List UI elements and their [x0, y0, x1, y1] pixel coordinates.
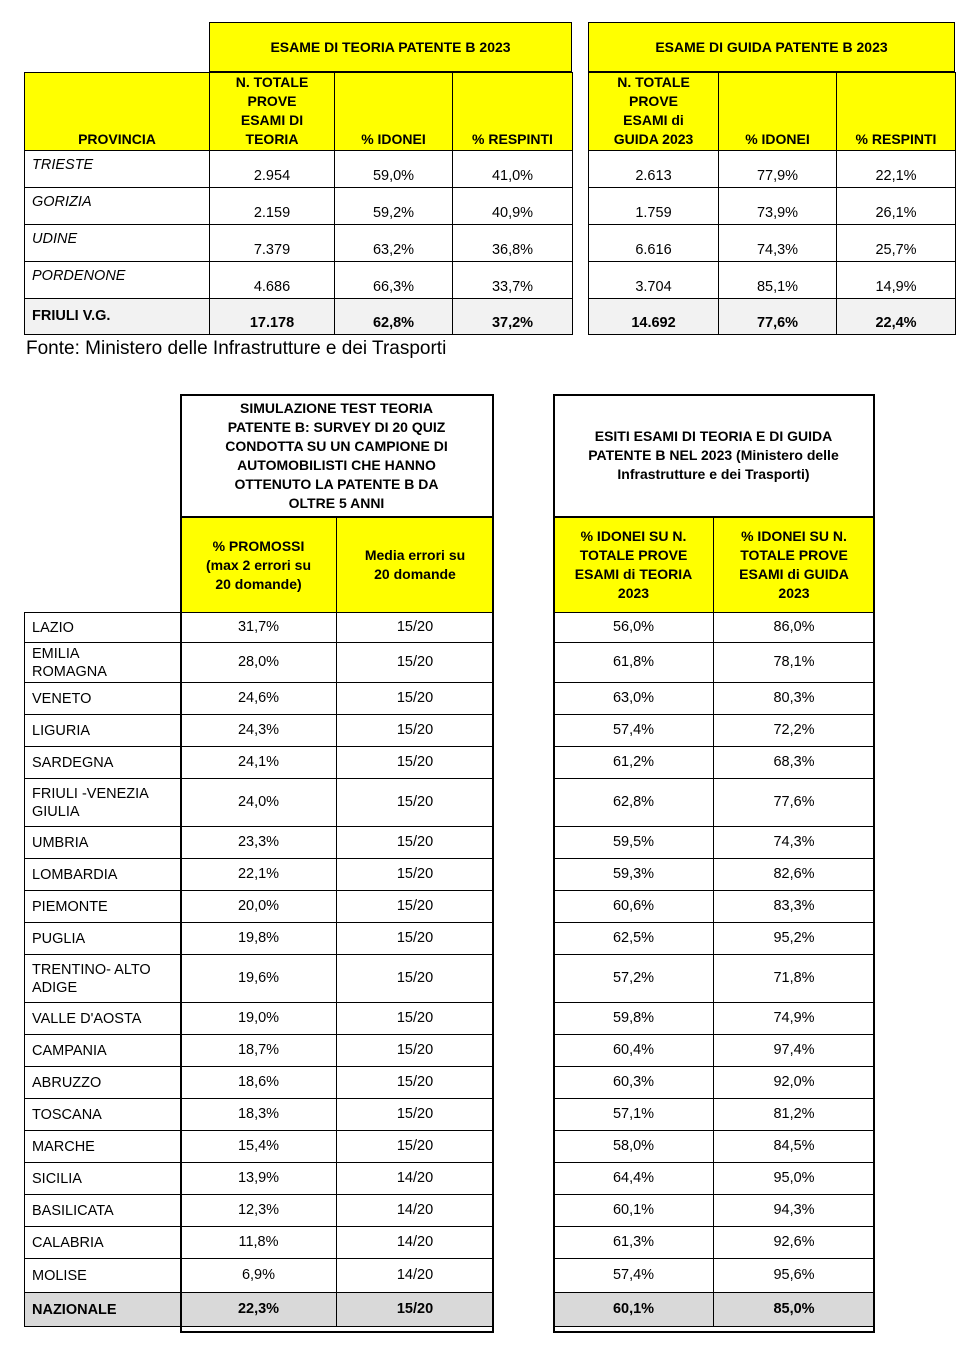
- errori-value: 15/20: [337, 1003, 494, 1035]
- errori-value: 15/20: [337, 1035, 494, 1067]
- region-name: CAMPANIA: [25, 1035, 181, 1067]
- table-row: [25, 779, 494, 827]
- guida-idonei-value: 95,0%: [714, 1163, 875, 1195]
- teoria-idonei-value: 57,4%: [554, 715, 714, 747]
- table-row: [554, 715, 875, 747]
- teoria-idonei-value: 59,5%: [554, 827, 714, 859]
- source-note: Fonte: Ministero delle Infrastrutture e dei Trasporti: [26, 338, 447, 359]
- guida-idonei-value: 92,0%: [714, 1067, 875, 1099]
- header-theory-respinti: % RESPINTI: [453, 73, 573, 151]
- province-name: TRIESTE: [25, 151, 210, 188]
- teoria-idonei-value: 60,4%: [554, 1035, 714, 1067]
- table-row: [25, 1003, 494, 1035]
- promossi-value: 22,1%: [181, 859, 337, 891]
- total-row: [589, 299, 956, 335]
- national-row: [554, 1293, 875, 1327]
- table-row: [25, 1035, 494, 1067]
- region-name: MOLISE: [25, 1259, 181, 1293]
- errori-value: 14/20: [337, 1163, 494, 1195]
- errori-value: 15/20: [337, 955, 494, 1003]
- table-row: [554, 1099, 875, 1131]
- table-row: [554, 1131, 875, 1163]
- theory-idonei: 59,2%: [335, 188, 453, 225]
- table-row: [25, 891, 494, 923]
- driving-idonei: 73,9%: [719, 188, 837, 225]
- errori-value: 15/20: [337, 923, 494, 955]
- teoria-idonei-value: 64,4%: [554, 1163, 714, 1195]
- errori-value: 15/20: [337, 859, 494, 891]
- theory-respinti: 37,2%: [453, 299, 573, 335]
- promossi-value: 28,0%: [181, 643, 337, 683]
- region-name: PUGLIA: [25, 923, 181, 955]
- errori-value: 15/20: [337, 891, 494, 923]
- theory-respinti: 33,7%: [453, 262, 573, 299]
- promossi-value: 24,6%: [181, 683, 337, 715]
- table-row: [25, 859, 494, 891]
- national-row: [25, 1293, 494, 1327]
- teoria-idonei-value: 56,0%: [554, 613, 714, 643]
- errori-value: 15/20: [337, 827, 494, 859]
- region-name: PIEMONTE: [25, 891, 181, 923]
- table-row: [25, 225, 573, 262]
- guida-idonei-value: 74,9%: [714, 1003, 875, 1035]
- table-row: [554, 859, 875, 891]
- theory-total: 2.159: [210, 188, 335, 225]
- promossi-value: 24,1%: [181, 747, 337, 779]
- teoria-idonei-value: 61,3%: [554, 1227, 714, 1259]
- teoria-idonei-value: 59,3%: [554, 859, 714, 891]
- header-theory-idonei: % IDONEI: [335, 73, 453, 151]
- errori-value: 15/20: [337, 747, 494, 779]
- fvg-driving-table: [588, 72, 956, 335]
- table-row: [25, 955, 494, 1003]
- theory-idonei: 66,3%: [335, 262, 453, 299]
- promossi-value: 6,9%: [181, 1259, 337, 1293]
- region-name: UMBRIA: [25, 827, 181, 859]
- survey-table: [24, 517, 494, 1327]
- outcomes-title: ESITI ESAMI DI TEORIA E DI GUIDA PATENTE B NEL 2023 (Ministero delle Infrastrutture e dei Trasporti): [553, 394, 874, 517]
- total-row: [25, 299, 573, 335]
- errori-value: 15/20: [337, 683, 494, 715]
- promossi-value: 22,3%: [181, 1293, 337, 1327]
- header-errori: Media errori su 20 domande: [337, 518, 494, 613]
- driving-respinti: 22,4%: [837, 299, 956, 335]
- driving-respinti: 25,7%: [837, 225, 956, 262]
- table-row: [25, 1131, 494, 1163]
- driving-exam-title: ESAME DI GUIDA PATENTE B 2023: [588, 22, 955, 72]
- teoria-idonei-value: 62,5%: [554, 923, 714, 955]
- header-guida-idonei: % IDONEI SU N. TOTALE PROVE ESAMI di GUIDA 2023: [714, 518, 875, 613]
- promossi-value: 18,3%: [181, 1099, 337, 1131]
- promossi-value: 19,8%: [181, 923, 337, 955]
- guida-idonei-value: 72,2%: [714, 715, 875, 747]
- promossi-value: 11,8%: [181, 1227, 337, 1259]
- national-label: NAZIONALE: [25, 1293, 181, 1327]
- region-name: VENETO: [25, 683, 181, 715]
- region-name: EMILIA ROMAGNA: [25, 643, 181, 683]
- survey-title: SIMULAZIONE TEST TEORIA PATENTE B: SURVEY DI 20 QUIZ CONDOTTA SU UN CAMPIONE DI AUTOMOBILISTI CHE HANNO OTTENUTO LA PATENTE B DA OLTRE 5 ANNI: [180, 394, 493, 517]
- table-row: [589, 225, 956, 262]
- guida-idonei-value: 92,6%: [714, 1227, 875, 1259]
- teoria-idonei-value: 57,1%: [554, 1099, 714, 1131]
- promossi-value: 24,0%: [181, 779, 337, 827]
- errori-value: 15/20: [337, 613, 494, 643]
- teoria-idonei-value: 61,8%: [554, 643, 714, 683]
- table-row: [25, 1067, 494, 1099]
- province-name: PORDENONE: [25, 262, 210, 299]
- header-teoria-idonei: % IDONEI SU N. TOTALE PROVE ESAMI di TEORIA 2023: [554, 518, 714, 613]
- table-row: [554, 1035, 875, 1067]
- table-row: [554, 923, 875, 955]
- header-driving-idonei: % IDONEI: [719, 73, 837, 151]
- region-name: FRIULI -VENEZIA GIULIA: [25, 779, 181, 827]
- teoria-idonei-value: 61,2%: [554, 747, 714, 779]
- theory-total: 17.178: [210, 299, 335, 335]
- table-row: [554, 1195, 875, 1227]
- table-row: [554, 1003, 875, 1035]
- guida-idonei-value: 85,0%: [714, 1293, 875, 1327]
- region-name: CALABRIA: [25, 1227, 181, 1259]
- guida-idonei-value: 97,4%: [714, 1035, 875, 1067]
- errori-value: 15/20: [337, 1099, 494, 1131]
- table-row: [25, 1195, 494, 1227]
- header-provincia: PROVINCIA: [25, 73, 210, 151]
- driving-total: 6.616: [589, 225, 719, 262]
- table-row: [554, 891, 875, 923]
- errori-value: 15/20: [337, 715, 494, 747]
- region-name: VALLE D'AOSTA: [25, 1003, 181, 1035]
- theory-exam-title: ESAME DI TEORIA PATENTE B 2023: [209, 22, 572, 72]
- region-name: LOMBARDIA: [25, 859, 181, 891]
- driving-idonei: 77,9%: [719, 151, 837, 188]
- guida-idonei-value: 78,1%: [714, 643, 875, 683]
- guida-idonei-value: 95,2%: [714, 923, 875, 955]
- region-name: LIGURIA: [25, 715, 181, 747]
- table-row: [554, 643, 875, 683]
- region-name: BASILICATA: [25, 1195, 181, 1227]
- errori-value: 14/20: [337, 1195, 494, 1227]
- table-row: [589, 151, 956, 188]
- table-row: [25, 827, 494, 859]
- province-name: UDINE: [25, 225, 210, 262]
- table-row: [554, 1163, 875, 1195]
- errori-value: 15/20: [337, 779, 494, 827]
- driving-total: 14.692: [589, 299, 719, 335]
- teoria-idonei-value: 62,8%: [554, 779, 714, 827]
- header-driving-respinti: % RESPINTI: [837, 73, 956, 151]
- region-name: SICILIA: [25, 1163, 181, 1195]
- table-row: [25, 923, 494, 955]
- table-row: [554, 1227, 875, 1259]
- table-row: [589, 262, 956, 299]
- promossi-value: 15,4%: [181, 1131, 337, 1163]
- guida-idonei-value: 74,3%: [714, 827, 875, 859]
- table-row: [25, 188, 573, 225]
- theory-respinti: 36,8%: [453, 225, 573, 262]
- guida-idonei-value: 80,3%: [714, 683, 875, 715]
- table-row: [25, 747, 494, 779]
- errori-value: 14/20: [337, 1259, 494, 1293]
- table-row: [25, 715, 494, 747]
- region-name: LAZIO: [25, 613, 181, 643]
- guida-idonei-value: 81,2%: [714, 1099, 875, 1131]
- promossi-value: 31,7%: [181, 613, 337, 643]
- fvg-theory-table: [24, 72, 573, 335]
- theory-idonei: 62,8%: [335, 299, 453, 335]
- header-promossi: % PROMOSSI (max 2 errori su 20 domande): [181, 518, 337, 613]
- teoria-idonei-value: 58,0%: [554, 1131, 714, 1163]
- region-name: TRENTINO- ALTO ADIGE: [25, 955, 181, 1003]
- guida-idonei-value: 94,3%: [714, 1195, 875, 1227]
- theory-idonei: 59,0%: [335, 151, 453, 188]
- table-row: [25, 1227, 494, 1259]
- errori-value: 15/20: [337, 1131, 494, 1163]
- region-name: ABRUZZO: [25, 1067, 181, 1099]
- promossi-value: 24,3%: [181, 715, 337, 747]
- driving-idonei: 74,3%: [719, 225, 837, 262]
- driving-total: 2.613: [589, 151, 719, 188]
- guida-idonei-value: 71,8%: [714, 955, 875, 1003]
- theory-total: 7.379: [210, 225, 335, 262]
- guida-idonei-value: 82,6%: [714, 859, 875, 891]
- teoria-idonei-value: 57,4%: [554, 1259, 714, 1293]
- table-row: [25, 1163, 494, 1195]
- region-name: TOSCANA: [25, 1099, 181, 1131]
- region-name: MARCHE: [25, 1131, 181, 1163]
- promossi-value: 18,7%: [181, 1035, 337, 1067]
- table-row: [554, 747, 875, 779]
- table-row: [25, 613, 494, 643]
- promossi-value: 18,6%: [181, 1067, 337, 1099]
- teoria-idonei-value: 60,1%: [554, 1293, 714, 1327]
- empty-corner: [25, 518, 181, 613]
- total-label: FRIULI V.G.: [25, 299, 210, 335]
- promossi-value: 12,3%: [181, 1195, 337, 1227]
- errori-value: 15/20: [337, 1293, 494, 1327]
- table-row: [554, 1067, 875, 1099]
- promossi-value: 19,6%: [181, 955, 337, 1003]
- promossi-value: 23,3%: [181, 827, 337, 859]
- theory-respinti: 41,0%: [453, 151, 573, 188]
- errori-value: 15/20: [337, 643, 494, 683]
- errori-value: 15/20: [337, 1067, 494, 1099]
- driving-total: 3.704: [589, 262, 719, 299]
- guida-idonei-value: 86,0%: [714, 613, 875, 643]
- region-name: SARDEGNA: [25, 747, 181, 779]
- promossi-value: 20,0%: [181, 891, 337, 923]
- table-row: [554, 1259, 875, 1293]
- theory-total: 2.954: [210, 151, 335, 188]
- table-row: [25, 683, 494, 715]
- outcomes-table: [553, 517, 875, 1327]
- table-row: [589, 188, 956, 225]
- table-row: [554, 683, 875, 715]
- guida-idonei-value: 77,6%: [714, 779, 875, 827]
- teoria-idonei-value: 60,3%: [554, 1067, 714, 1099]
- driving-respinti: 26,1%: [837, 188, 956, 225]
- header-driving-total: N. TOTALE PROVE ESAMI di GUIDA 2023: [589, 73, 719, 151]
- table-row: [554, 955, 875, 1003]
- table-row: [25, 1099, 494, 1131]
- driving-idonei: 77,6%: [719, 299, 837, 335]
- teoria-idonei-value: 60,1%: [554, 1195, 714, 1227]
- header-theory-total: N. TOTALE PROVE ESAMI DI TEORIA: [210, 73, 335, 151]
- promossi-value: 19,0%: [181, 1003, 337, 1035]
- table-row: [25, 1259, 494, 1293]
- teoria-idonei-value: 57,2%: [554, 955, 714, 1003]
- table-row: [25, 262, 573, 299]
- table-row: [25, 643, 494, 683]
- guida-idonei-value: 84,5%: [714, 1131, 875, 1163]
- table-row: [554, 613, 875, 643]
- theory-idonei: 63,2%: [335, 225, 453, 262]
- teoria-idonei-value: 59,8%: [554, 1003, 714, 1035]
- theory-total: 4.686: [210, 262, 335, 299]
- teoria-idonei-value: 60,6%: [554, 891, 714, 923]
- guida-idonei-value: 95,6%: [714, 1259, 875, 1293]
- table-row: [554, 827, 875, 859]
- theory-respinti: 40,9%: [453, 188, 573, 225]
- guida-idonei-value: 83,3%: [714, 891, 875, 923]
- table-row: [25, 151, 573, 188]
- driving-respinti: 14,9%: [837, 262, 956, 299]
- teoria-idonei-value: 63,0%: [554, 683, 714, 715]
- promossi-value: 13,9%: [181, 1163, 337, 1195]
- table-row: [554, 779, 875, 827]
- province-name: GORIZIA: [25, 188, 210, 225]
- driving-total: 1.759: [589, 188, 719, 225]
- guida-idonei-value: 68,3%: [714, 747, 875, 779]
- errori-value: 14/20: [337, 1227, 494, 1259]
- driving-respinti: 22,1%: [837, 151, 956, 188]
- driving-idonei: 85,1%: [719, 262, 837, 299]
